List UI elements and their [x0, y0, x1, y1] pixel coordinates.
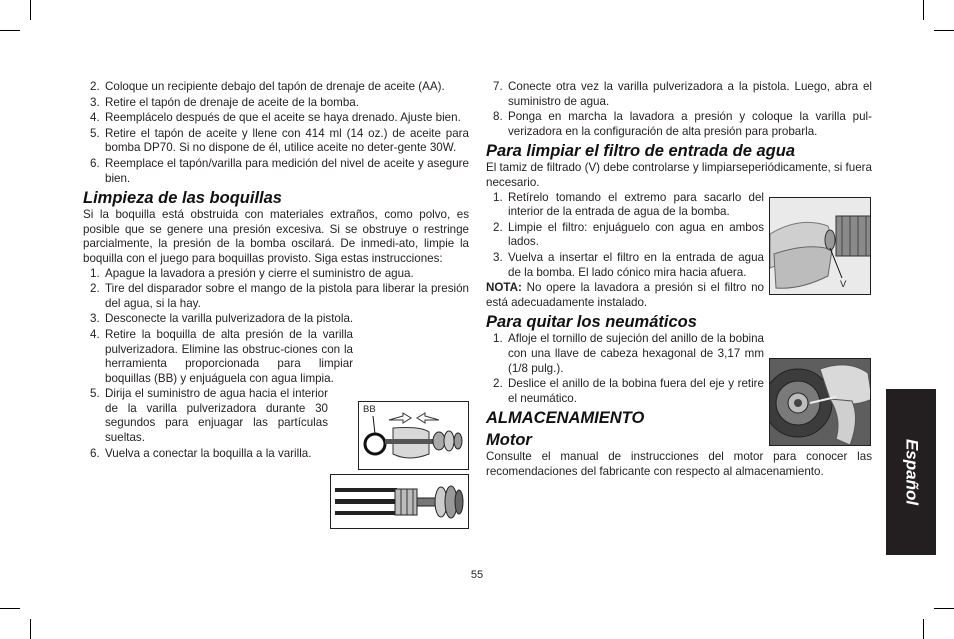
crop-mark: [923, 0, 924, 20]
wand-flush-figure: [330, 474, 469, 529]
filter-heading: Para limpiar el filtro de entrada de agua: [486, 142, 796, 161]
nozzle-tool-figure: [358, 401, 469, 470]
crop-mark: [934, 608, 954, 609]
wheel-drawing: [770, 359, 871, 446]
list-item: 3. Retire el tapón de drenaje de aceite de la bomba.: [90, 95, 359, 109]
filter-intro: El tamiz de filtrado (V) debe controlarse y limpiarseperiódicamente, si fuera necesario.: [486, 161, 872, 189]
language-tab-label: Español: [902, 438, 922, 506]
list-item: 3. Vuelva a insertar el filtro en la entrada de agua de la bomba. El lado cónico mira hacia afuera.: [493, 250, 764, 279]
page-number: 55: [470, 569, 484, 581]
filter-figure: [769, 197, 871, 295]
crop-mark: [30, 619, 31, 639]
list-item: 8. Ponga en marcha la lavadora a presión y coloque la varilla pul-verizadora en la configuración de alta presión para probarla.: [493, 110, 872, 138]
storage-heading: ALMACENAMIENTO: [486, 409, 645, 428]
list-item: 2. Limpie el filtro: enjuáguelo con agua en ambos lados.: [493, 220, 764, 249]
figure-label-v: V: [840, 279, 847, 290]
crop-mark: [0, 608, 20, 609]
crop-mark: [934, 30, 954, 31]
list-item: 1. Afloje el tornillo de sujeción del anillo de la bobina con una llave de cabeza hexagonal de 3,17 mm (1/8 pulg.).: [493, 332, 764, 375]
motor-text: Consulte el manual de instrucciones del motor para conocer las recomendaciones del fabricante con respecto al almacenamiento.: [486, 450, 872, 478]
crop-mark: [0, 30, 20, 31]
list-item: 7. Conecte otra vez la varilla pulverizadora a la pistola. Luego, abra el suministro de agua.: [493, 80, 872, 108]
figure-label-bb: BB: [363, 404, 376, 415]
list-item: 1. Retírelo tomando el extremo para sacarlo del interior de la entrada de agua de la bomba.: [493, 190, 764, 219]
wheel-figure: [769, 358, 871, 446]
list-item: 2. Coloque un recipiente debajo del tapón de drenaje de aceite (AA).: [90, 80, 445, 93]
list-item: 5. Retire el tapón de aceite y llene con 414 ml (14 oz.) de aceite para bomba DP70. Si no dispone de él, utilice aceite no deter-gente 30W.: [90, 126, 469, 155]
list-item: 6. Vuelva a conectar la boquilla a la varilla.: [90, 446, 312, 460]
crop-mark: [30, 0, 31, 20]
nozzle-intro: Si la boquilla está obstruida con materiales extraños, como polvo, es posible que se genere una presión excesiva. Si se obstruye o restringe parcialmente, la presión de la bomba oscilará. De inmedi-ato, limpie la boquilla con el juego para boquillas provisto. Siga estas instrucciones:: [83, 208, 469, 265]
list-item: 4. Retire la boquilla de alta presión de la varilla pulverizadora. Elimine las obstruc-ciones con la herramienta proporcionada para limpiar boquillas (BB) y enjuáguela con agua limpia.: [90, 327, 353, 385]
filter-drawing: [770, 198, 871, 295]
tires-heading: Para quitar los neumáticos: [486, 313, 697, 332]
wand-steps-list: [486, 80, 872, 139]
list-item: 2. Deslice el anillo de la bobina fuera del eje y retire el neumático.: [493, 377, 764, 405]
language-tab: [886, 389, 936, 555]
list-item: 4. Reemplácelo después de que el aceite se haya drenado. Ajuste bien.: [90, 111, 461, 125]
oil-steps-list: [83, 80, 469, 186]
list-item: 6. Reemplace el tapón/varilla para medición del nivel de aceite y asegure bien.: [90, 156, 469, 185]
list-item: 2. Tire del disparador sobre el mango de la pistola para liberar la presión del agua, si la hay.: [90, 282, 469, 310]
wand-flush-drawing: [331, 475, 469, 529]
list-item: 3. Desconecte la varilla pulverizadora de la pistola.: [90, 312, 354, 326]
filter-note: NOTA: No opere la lavadora a presión si el filtro no está adecuadamente instalado.: [486, 281, 764, 309]
list-item: 5. Dirija el suministro de agua hacia el interior de la varilla pulverizadora durante 30 segundos para enjuagar las partículas sueltas.: [90, 387, 328, 445]
motor-heading: Motor: [486, 431, 532, 450]
crop-mark: [923, 619, 924, 639]
list-item: 1. Apague la lavadora a presión y cierre el suministro de agua.: [90, 266, 414, 280]
nozzle-heading: Limpieza de las boquillas: [83, 189, 282, 208]
